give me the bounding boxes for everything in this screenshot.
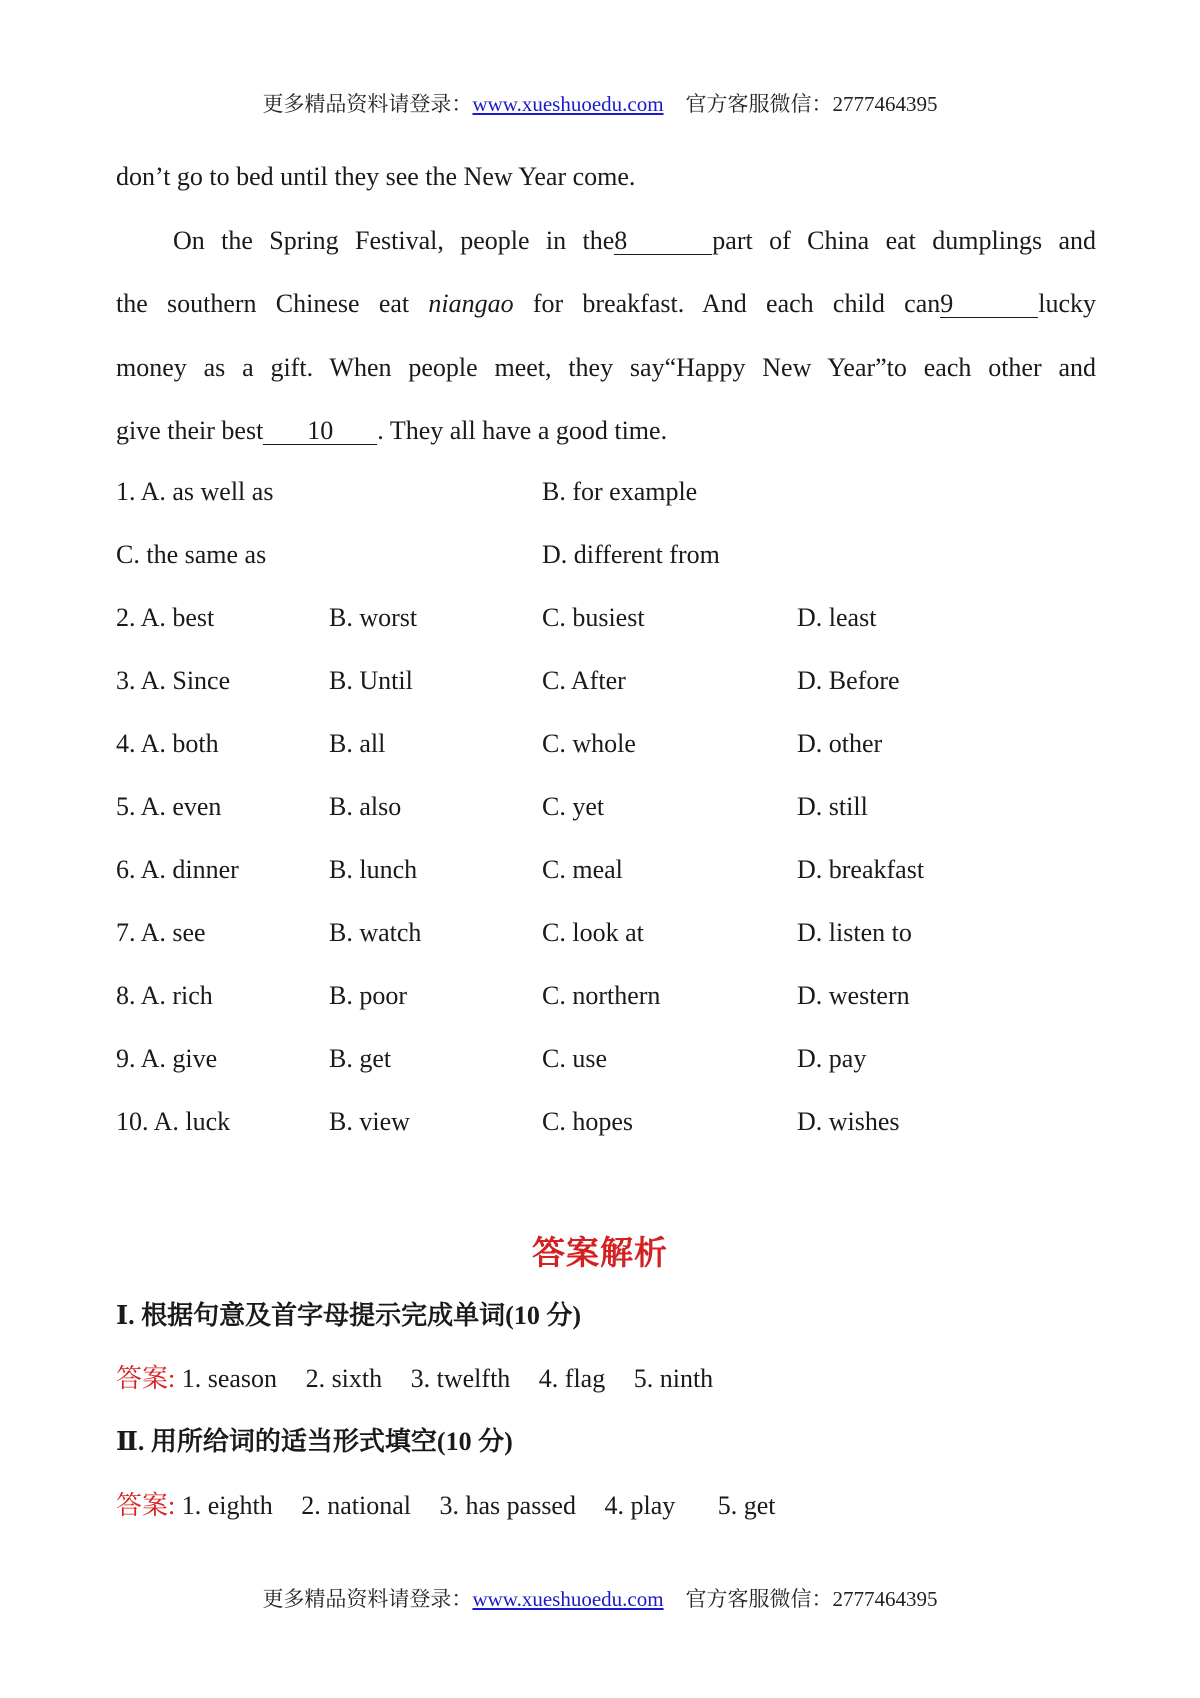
- option-d: D. western: [797, 981, 910, 1010]
- option-d: D. breakfast: [797, 855, 925, 884]
- question-option: [116, 603, 214, 633]
- answer-item: 5. ninth: [633, 1364, 714, 1393]
- passage-text: give their best: [116, 416, 264, 445]
- passage-italic-word: niangao: [428, 289, 514, 318]
- question-number: 6.: [116, 855, 136, 884]
- passage: [116, 145, 1096, 463]
- answer-label: 答案:: [116, 1491, 176, 1520]
- passage-text: On the Spring Festival, people in the: [173, 225, 615, 255]
- option-a: A. Since: [140, 666, 231, 695]
- passage-line-5: [116, 399, 1096, 463]
- option-c: C. northern: [542, 981, 661, 1010]
- answer-label: 答案:: [116, 1364, 176, 1393]
- option-d: D. pay: [797, 1044, 867, 1073]
- option-a: A. as well as: [140, 477, 274, 506]
- option-c: C. whole: [542, 729, 636, 758]
- option-a: A. dinner: [140, 855, 239, 884]
- option-c: C. hopes: [542, 1107, 633, 1136]
- answer-item: 1. season: [181, 1364, 278, 1393]
- option-c: C. After: [542, 666, 626, 695]
- page-footer: [0, 1583, 1200, 1613]
- option-a: A. both: [140, 729, 219, 758]
- question-number: 8.: [116, 981, 136, 1010]
- option-d: D. still: [797, 792, 868, 821]
- option-a: A. see: [140, 918, 206, 947]
- option-b: B. watch: [329, 918, 422, 947]
- option-c: C. meal: [542, 855, 623, 884]
- answer-section-title: 答案解析: [532, 1236, 668, 1272]
- option-b: B. get: [329, 1044, 392, 1073]
- option-c: C. use: [542, 1044, 607, 1073]
- section-1-heading: Ⅰ. 根据句意及首字母提示完成单词(10 分): [116, 1301, 581, 1330]
- option-a: A. even: [140, 792, 222, 821]
- question-option: [116, 981, 213, 1011]
- option-d: D. Before: [797, 666, 900, 695]
- question-option: [116, 1107, 230, 1137]
- option-a: A. best: [140, 603, 215, 632]
- option-b: B. lunch: [329, 855, 418, 884]
- answer-item: 2. national: [301, 1491, 411, 1520]
- question-option: [116, 729, 219, 759]
- option-d: D. listen to: [797, 918, 912, 947]
- passage-line-1: don’t go to bed until they see the New Year come.: [116, 162, 636, 191]
- passage-text: part of China eat dumplings and: [712, 225, 1096, 255]
- option-c: C. the same as: [116, 540, 267, 569]
- question-option: [116, 918, 206, 948]
- question-number: 3.: [116, 666, 136, 695]
- option-b: B. poor: [329, 981, 407, 1010]
- header-url-link[interactable]: www.xueshuoedu.com: [472, 92, 664, 116]
- passage-line-4: money as a gift. When people meet, they say“Happy New Year”to each other and: [116, 352, 1096, 382]
- option-d: D. least: [797, 603, 877, 632]
- section-1-answers: [116, 1358, 735, 1395]
- answer-item: 4. play: [604, 1491, 676, 1520]
- answer-item: 2. sixth: [305, 1364, 383, 1393]
- question-option: [116, 1044, 217, 1074]
- option-b: B. all: [329, 729, 386, 758]
- question-number: 4.: [116, 729, 136, 758]
- option-b: B. view: [329, 1107, 410, 1136]
- section-2-heading: Ⅱ. 用所给词的适当形式填空(10 分): [116, 1427, 513, 1456]
- passage-text: lucky: [1038, 289, 1096, 318]
- answer-item: 5. get: [717, 1491, 776, 1520]
- question-option: [116, 477, 273, 507]
- option-a: A. luck: [153, 1107, 231, 1136]
- answer-item: 3. has passed: [439, 1491, 576, 1520]
- header-wechat: 官方客服微信：2777464395: [685, 92, 938, 116]
- question-option: [116, 792, 221, 822]
- option-d: D. different from: [542, 540, 720, 569]
- page-header: [0, 88, 1200, 118]
- option-a: A. rich: [140, 981, 213, 1010]
- blank-8: 8: [614, 228, 712, 255]
- option-b: B. worst: [329, 603, 418, 632]
- option-b: B. also: [329, 792, 402, 821]
- question-number: 9.: [116, 1044, 136, 1073]
- option-c: C. look at: [542, 918, 644, 947]
- option-a: A. give: [140, 1044, 218, 1073]
- question-number: 2.: [116, 603, 136, 632]
- answer-item: 4. flag: [538, 1364, 606, 1393]
- answer-item: 3. twelfth: [410, 1364, 511, 1393]
- option-d: D. wishes: [797, 1107, 900, 1136]
- option-c: C. yet: [542, 792, 605, 821]
- footer-wechat: 官方客服微信：2777464395: [685, 1587, 938, 1611]
- footer-url-link[interactable]: www.xueshuoedu.com: [472, 1587, 664, 1611]
- passage-line-2: [116, 209, 1096, 273]
- passage-text: . They all have a good time.: [377, 416, 668, 445]
- passage-text: the southern Chinese eat: [116, 289, 410, 318]
- blank-10: 10: [263, 418, 377, 445]
- footer-prefix: 更多精品资料请登录：: [262, 1587, 473, 1611]
- question-number: 5.: [116, 792, 136, 821]
- header-prefix: 更多精品资料请登录：: [262, 92, 473, 116]
- question-number: 1.: [116, 477, 136, 506]
- section-2-answers: [116, 1485, 798, 1522]
- answer-item: 1. eighth: [181, 1491, 273, 1520]
- option-d: D. other: [797, 729, 883, 758]
- option-b: B. for example: [542, 477, 698, 506]
- passage-text: for breakfast. And each child can: [532, 289, 941, 318]
- question-option: [116, 666, 230, 696]
- option-c: C. busiest: [542, 603, 645, 632]
- question-option: [116, 855, 239, 885]
- blank-9: 9: [940, 291, 1038, 318]
- option-b: B. Until: [329, 666, 413, 695]
- passage-line-3: [116, 272, 1096, 336]
- question-number: 7.: [116, 918, 136, 947]
- question-number: 10.: [116, 1107, 149, 1136]
